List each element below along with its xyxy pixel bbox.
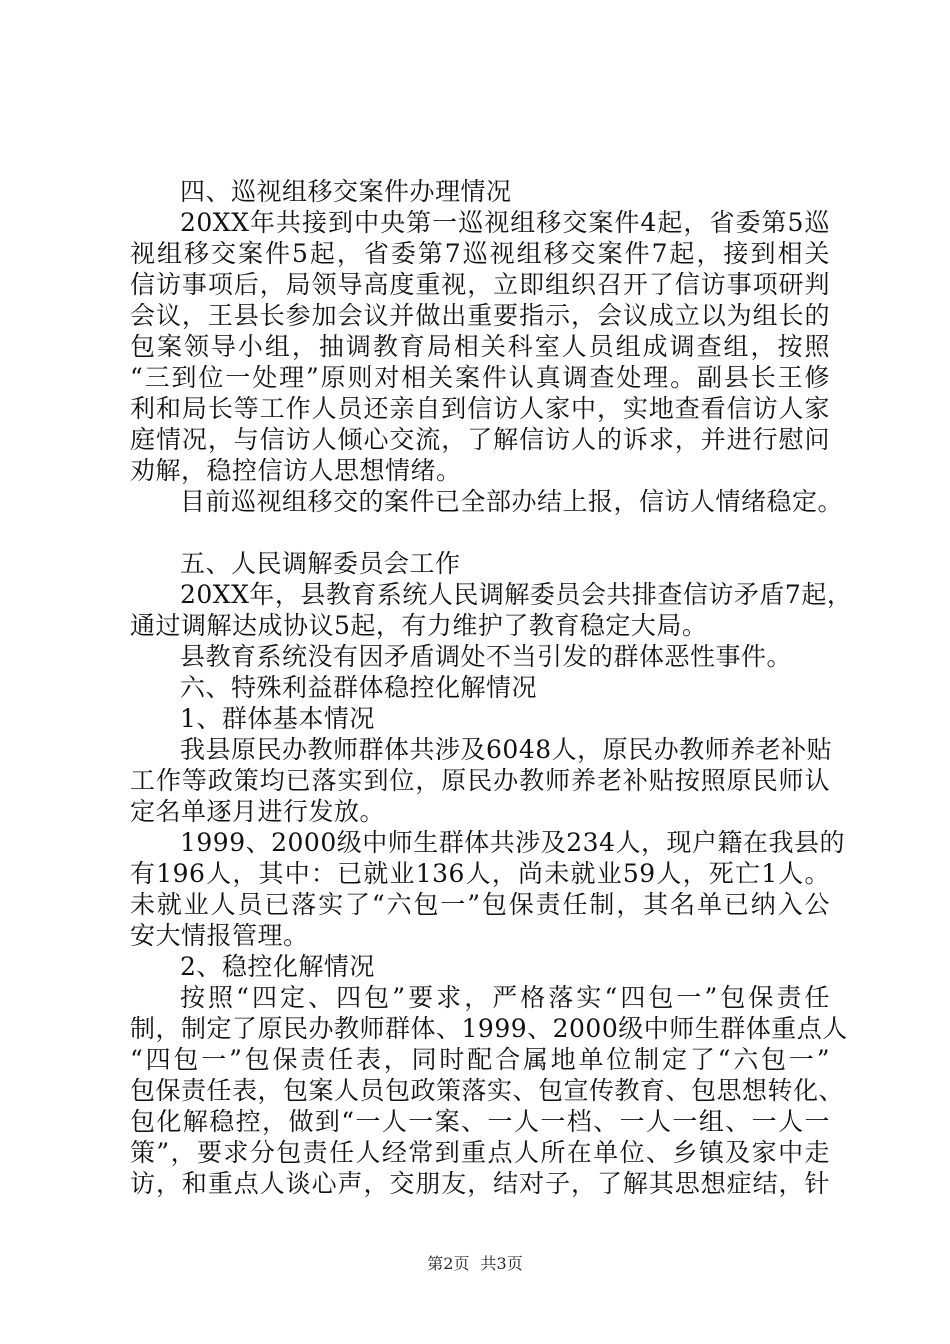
- paragraph-line: 有196人，其中：已就业136人，尚未就业59人，死亡1人。: [130, 859, 830, 888]
- paragraph-line: 通过调解达成协议5起，有力维护了教育稳定大局。: [130, 611, 708, 640]
- paragraph-line: 劝解，稳控信访人思想情绪。: [130, 456, 462, 485]
- paragraph-line: 庭情况，与信访人倾心交流，了解信访人的诉求，并进行慰问: [130, 425, 830, 454]
- paragraph-line: 安大情报管理。: [130, 921, 309, 950]
- paragraph-line: 包保责任表，包案人员包政策落实、包宣传教育、包思想转化、: [130, 1076, 845, 1105]
- paragraph-line: 我县原民办教师群体共涉及6048人，原民办教师养老补贴: [180, 735, 833, 764]
- section-heading-5: 五、人民调解委员会工作: [180, 549, 461, 578]
- paragraph-line: 目前巡视组移交的案件已全部办结上报，信访人情绪稳定。: [180, 487, 844, 516]
- paragraph-line: 会议，王县长参加会议并做出重要指示，会议成立以为组长的: [130, 301, 830, 330]
- page-number: 第2页: [427, 1254, 470, 1273]
- paragraph-line: 县教育系统没有因矛盾调处不当引发的群体恶性事件。: [180, 642, 793, 671]
- paragraph-line: 策”，要求分包责任人经常到重点人所在单位、乡镇及家中走: [130, 1138, 830, 1167]
- section-heading-6: 六、特殊利益群体稳控化解情况: [180, 673, 538, 702]
- paragraph-line: 1999、2000级中师生群体共涉及234人，现户籍在我县的: [180, 828, 845, 857]
- paragraph-line: 按照“四定、四包”要求，严格落实“四包一”包保责任: [180, 983, 830, 1012]
- paragraph-line: 20XX年共接到中央第一巡视组移交案件4起，省委第5巡: [180, 208, 830, 237]
- paragraph-line: 制，制定了原民办教师群体、1999、2000级中师生群体重点人: [130, 1014, 848, 1043]
- paragraph-line: 视组移交案件5起，省委第7巡视组移交案件7起，接到相关: [130, 239, 830, 268]
- paragraph-line: 未就业人员已落实了“六包一”包保责任制，其名单已纳入公: [130, 890, 830, 919]
- paragraph-line: 包化解稳控，做到“一人一案、一人一档、一人一组、一人一: [130, 1107, 830, 1136]
- paragraph-line: 包案领导小组，抽调教育局相关科室人员组成调查组，按照: [130, 332, 830, 361]
- paragraph-line: 利和局长等工作人员还亲自到信访人家中，实地查看信访人家: [130, 394, 830, 423]
- page-footer: [0, 1253, 950, 1275]
- page-total: 共3页: [480, 1254, 523, 1273]
- paragraph-line: 访，和重点人谈心声，交朋友，结对子，了解其思想症结，针: [130, 1169, 830, 1198]
- paragraph-line: “三到位一处理”原则对相关案件认真调查处理。副县长王修: [130, 363, 830, 392]
- paragraph-line: 定名单逐月进行发放。: [130, 797, 386, 826]
- subheading-1: 1、群体基本情况: [180, 704, 375, 733]
- subheading-2: 2、稳控化解情况: [180, 952, 375, 981]
- paragraph-line: 工作等政策均已落实到位，原民办教师养老补贴按照原民师认: [130, 766, 830, 795]
- section-heading-4: 四、巡视组移交案件办理情况: [180, 177, 512, 206]
- paragraph-line: 20XX年，县教育系统人民调解委员会共排查信访矛盾7起，: [180, 580, 853, 609]
- paragraph-line: “四包一”包保责任表，同时配合属地单位制定了“六包一”: [130, 1045, 830, 1074]
- paragraph-line: 信访事项后，局领导高度重视，立即组织召开了信访事项研判: [130, 270, 830, 299]
